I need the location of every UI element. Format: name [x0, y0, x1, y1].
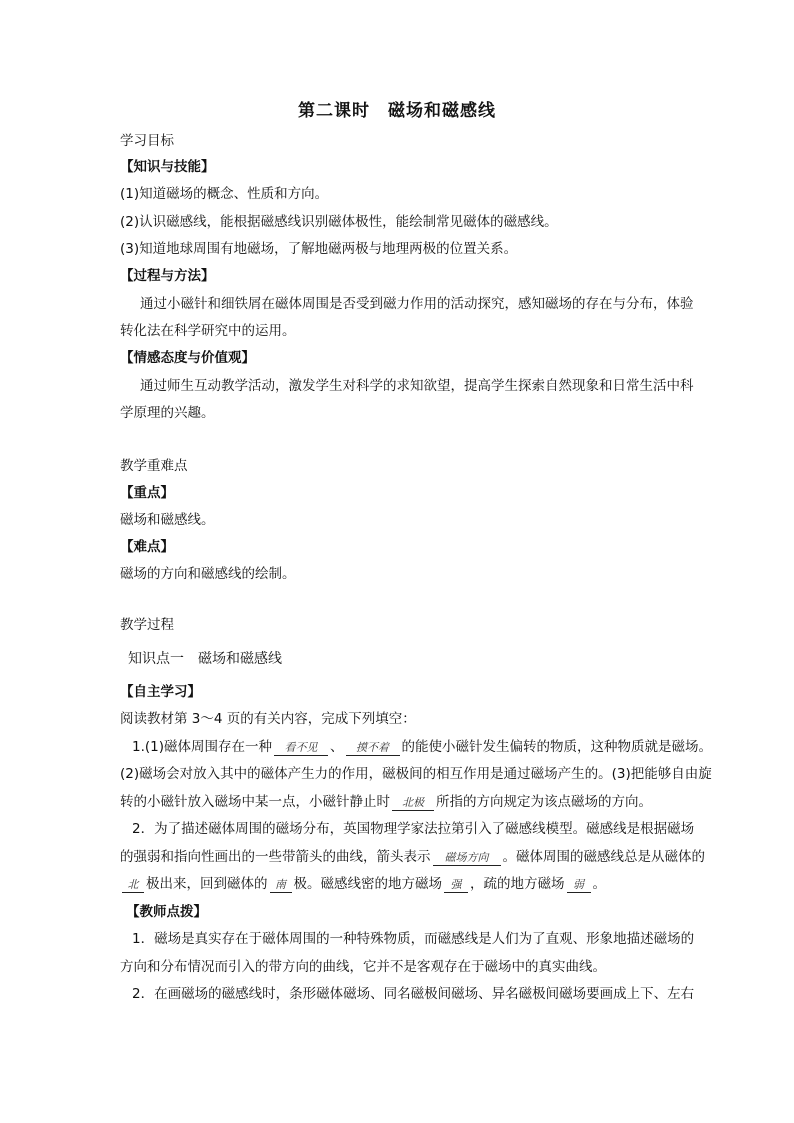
- process-heading: 教学过程: [120, 617, 174, 633]
- difficult-point-text: 磁场的方向和磁感线的绘制。: [120, 566, 296, 582]
- process-method-heading: 【过程与方法】: [120, 268, 215, 284]
- page-title: 第二课时 磁场和磁感线: [298, 101, 496, 121]
- self-study-intro: 阅读教材第 3～4 页的有关内容，完成下列填空：: [120, 711, 416, 727]
- fill-blank: 磁场方向: [433, 850, 501, 866]
- attitude-line-2: 学原理的兴趣。: [120, 405, 215, 421]
- knowledge-item-3: (3)知道地球周围有地磁场，了解地磁两极与地理两极的位置关系。: [120, 241, 518, 257]
- knowledge-item-1: (1)知道磁场的概念、性质和方向。: [120, 186, 329, 202]
- teacher-note-2-line-1: 2．在画磁场的磁感线时，条形磁体磁场、同名磁极间磁场、异名磁极间磁场要画成上下、左右: [132, 986, 695, 1002]
- difficult-point-heading: 【难点】: [120, 539, 174, 555]
- knowledge-item-2: (2)认识磁感线，能根据磁感线识别磁体极性，能绘制常见磁体的磁感线。: [120, 214, 558, 230]
- question-2-line-3: 北 极出来，回到磁体的 南 极。磁感线密的地方磁场 强 ，疏的地方磁场 弱 。: [120, 875, 710, 893]
- fill-blank: 北: [122, 877, 144, 893]
- objectives-heading: 学习目标: [120, 133, 174, 149]
- fill-blank: 强: [444, 877, 468, 893]
- attitude-line-1: 通过师生互动教学活动，激发学生对科学的求知欲望，提高学生探索自然现象和日常生活中科: [140, 378, 694, 394]
- process-method-line-1: 通过小磁针和细铁屑在磁体周围是否受到磁力作用的活动探究，感知磁场的存在与分布，体验: [140, 296, 694, 312]
- question-1-line-2: (2)磁场会对放入其中的磁体产生力的作用，磁极间的相互作用是通过磁场产生的。(3)把能够自由旋: [120, 766, 712, 782]
- difficulties-heading: 教学重难点: [120, 458, 188, 474]
- question-1-line-1: 1.(1)磁体周围存在一种 看不见 、 摸不着 的能使小磁针发生偏转的物质，这种物质就是磁场。: [132, 739, 713, 755]
- teacher-note-1-line-2: 方向和分布情况而引入的带方向的曲线，它并不是客观存在于磁场中的真实曲线。: [120, 959, 606, 975]
- teacher-guidance-heading: 【教师点拨】: [126, 904, 207, 920]
- process-method-line-2: 转化法在科学研究中的运用。: [120, 323, 296, 339]
- knowledge-point-title: 知识点一 磁场和磁感线: [128, 651, 282, 667]
- knowledge-heading: 【知识与技能】: [120, 159, 215, 175]
- key-point-text: 磁场和磁感线。: [120, 512, 215, 528]
- fill-blank: 北极: [392, 795, 434, 811]
- fill-blank: 南: [270, 877, 292, 893]
- fill-blank: 看不见: [274, 740, 328, 756]
- teacher-note-1-line-1: 1．磁场是真实存在于磁体周围的一种特殊物质，而磁感线是人们为了直观、形象地描述磁场的: [132, 931, 695, 947]
- question-1-line-3: 转的小磁针放入磁场中某一点，小磁针静止时 北极 所指的方向规定为该点磁场的方向。: [120, 794, 652, 810]
- fill-blank: 摸不着: [346, 740, 400, 756]
- fill-blank: 弱: [567, 877, 591, 893]
- question-2-line-2: 的强弱和指向性画出的一些带箭头的曲线，箭头表示 磁场方向 。磁体周围的磁感线总是从磁体的: [120, 849, 705, 865]
- key-point-heading: 【重点】: [120, 485, 174, 501]
- attitude-heading: 【情感态度与价值观】: [120, 350, 255, 366]
- self-study-heading: 【自主学习】: [120, 684, 201, 700]
- question-2-line-1: 2．为了描述磁体周围的磁场分布，英国物理学家法拉第引入了磁感线模型。磁感线是根据磁场: [132, 821, 695, 837]
